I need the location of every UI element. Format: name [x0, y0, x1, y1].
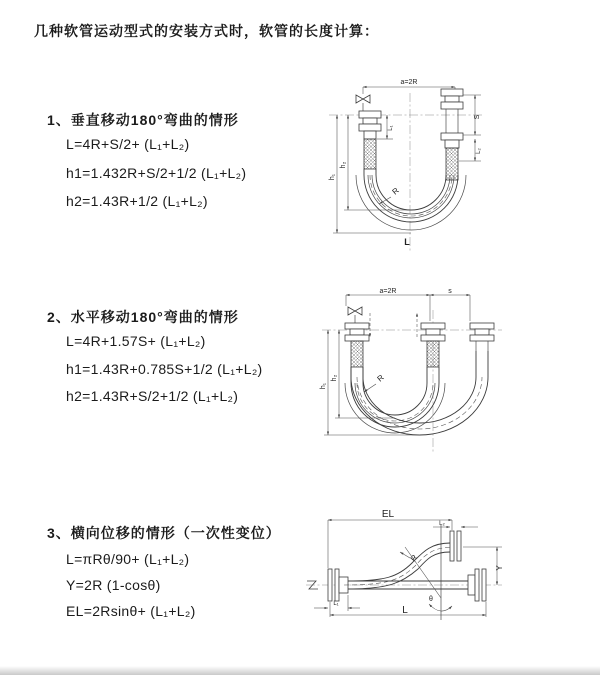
section-1-formula-L: L=4R+S/2+ (L₁+L₂) [66, 136, 190, 152]
diagram-horizontal-180-bend [312, 285, 600, 460]
dim-label-h2: h₂ [340, 161, 347, 169]
section-3-formula-Y: Y=2R (1-cosθ) [66, 577, 161, 593]
dim-label-el: EL [381, 509, 395, 520]
section-2-formula-h1: h1=1.43R+0.785S+1/2 (L₁+L₂) [66, 361, 263, 377]
section-2-heading: 2、水平移动180°弯曲的情形 [47, 309, 239, 325]
valve-icon [356, 95, 370, 113]
dim-span [346, 288, 430, 321]
dim-el [328, 509, 452, 568]
section-2-formula-h2: h2=1.43R+S/2+1/2 (L₁+L₂) [66, 388, 239, 404]
braid-section [351, 341, 363, 367]
dim-label-l1: L₁ [333, 601, 339, 607]
diagram-lateral-displacement [300, 505, 600, 645]
dim-label-length: L [402, 605, 408, 616]
dim-label-h1: h₁ [320, 382, 327, 390]
scan-page-edge [0, 666, 600, 675]
hose-s-curve [344, 543, 450, 589]
dim-label-radius: R [408, 553, 420, 564]
section-1-formula-h2: h2=1.43R+1/2 (L₁+L₂) [66, 193, 208, 209]
dim-label-span: a=2R [400, 79, 418, 86]
dim-radius [364, 373, 386, 392]
dim-label-length: L [404, 237, 410, 247]
dim-l2 [433, 521, 478, 527]
right-fitting [441, 89, 463, 180]
dim-label-l2: L₂ [476, 148, 482, 154]
dim-label-s: s [448, 288, 452, 295]
hose-u-bend-position-2 [351, 351, 488, 435]
section-1-formula-h1: h1=1.432R+S/2+1/2 (L₁+L₂) [66, 165, 247, 181]
dim-length [330, 602, 486, 617]
dim-s [430, 288, 470, 321]
dim-label-span: a=2R [379, 288, 397, 295]
centerlines [329, 93, 483, 251]
dim-label-h1: h₁ [329, 173, 336, 181]
dim-label-s: S [474, 114, 481, 120]
section-1-heading: 1、垂直移动180°弯曲的情形 [47, 112, 239, 128]
braid-section [427, 341, 439, 367]
right-fitting [470, 323, 494, 351]
dim-label-radius: R [390, 185, 401, 197]
displaced-flange [450, 531, 461, 561]
dim-label-y: Y [495, 565, 504, 571]
movement-arrows [370, 313, 417, 337]
hose-u-bend-position-1 [345, 367, 445, 433]
diagram-vertical-180-bend [315, 73, 600, 258]
section-3-formula-L: L=πRθ/90+ (L₁+L₂) [66, 551, 190, 567]
left-fitting [345, 323, 369, 367]
valve-icon [348, 307, 362, 323]
section-3-formula-EL: EL=2Rsinθ+ (L₁+L₂) [66, 603, 196, 619]
braid-section [364, 139, 376, 169]
dim-label-radius: R [375, 372, 386, 384]
section-3-heading: 3、横向位移的情形（一次性变位） [47, 525, 281, 541]
doc-title: 几种软管运动型式的安装方式时，软管的长度计算： [34, 23, 379, 39]
section-2-formula-L: L=4R+1.57S+ (L₁+L₂) [66, 333, 206, 349]
hose-original-position [348, 569, 486, 601]
dim-theta [429, 596, 452, 611]
dim-l2 [459, 139, 482, 161]
dim-label-theta: θ [429, 596, 433, 603]
middle-fitting [421, 323, 445, 367]
dim-label-h2: h₂ [331, 374, 338, 382]
dim-label-l1: L₁ [388, 125, 394, 131]
left-fitting [359, 111, 381, 169]
dim-label-l2: L₂ [439, 521, 445, 527]
